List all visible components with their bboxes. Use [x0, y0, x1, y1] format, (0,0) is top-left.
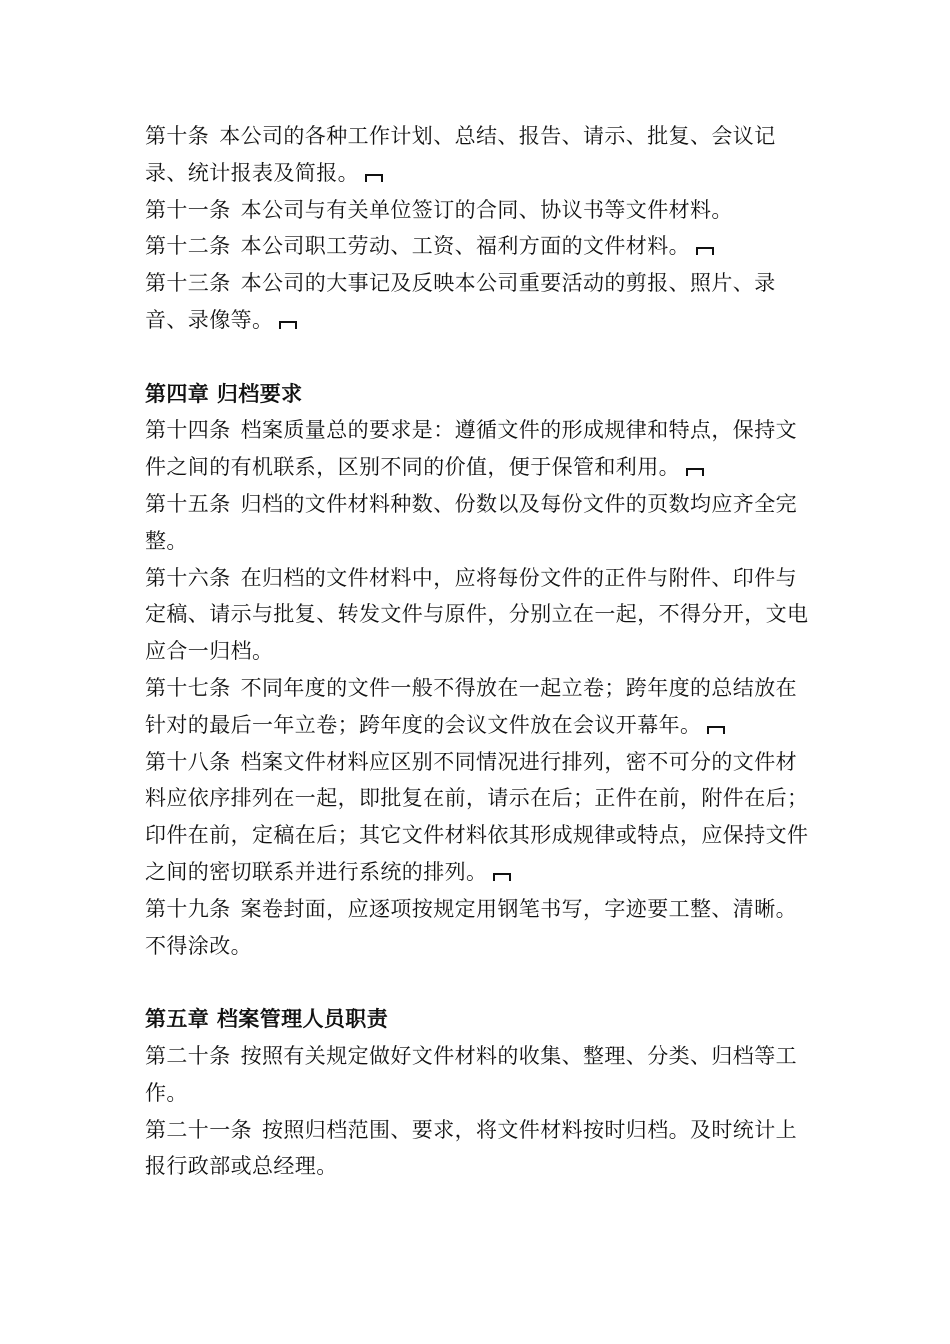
article-21 — [145, 1112, 815, 1186]
article-20 — [145, 1038, 815, 1112]
article-text: 按照有关规定做好文件材料的收集、整理、分类、归档等工作。 — [145, 1043, 798, 1105]
article-number: 第十七条 — [145, 675, 231, 700]
paragraph-mark-icon — [696, 247, 714, 255]
blank-line — [145, 339, 815, 376]
article-text: 本公司的大事记及反映本公司重要活动的剪报、照片、录音、录像等。 — [145, 271, 776, 332]
chapter-5-title: 第五章 档案管理人员职责 — [145, 1006, 389, 1032]
blank-line — [145, 964, 815, 1001]
article-text: 在归档的文件材料中，应将每份文件的正件与附件、印件与定稿、请示与批复、转发文件与原件，分别立在一起，不得分开，文电应合一归档。 — [145, 565, 809, 664]
paragraph-mark-icon — [493, 873, 511, 881]
article-number: 第二十一条 — [145, 1117, 252, 1142]
article-text: 不同年度的文件一般不得放在一起立卷；跨年度的总结放在针对的最后一年立卷；跨年度的会议文件放在会议开幕年。 — [145, 675, 798, 737]
article-17 — [145, 670, 815, 744]
paragraph-mark-icon — [279, 321, 297, 329]
article-text: 按照归档范围、要求，将文件材料按时归档。及时统计上报行政部或总经理。 — [145, 1117, 797, 1179]
article-number: 第十四条 — [145, 418, 231, 443]
article-15 — [145, 486, 815, 560]
article-text: 归档的文件材料种数、份数以及每份文件的页数均应齐全完整。 — [145, 491, 798, 553]
article-number: 第十八条 — [145, 749, 231, 774]
article-number: 第十三条 — [145, 271, 231, 296]
chapter-4-title: 第四章 归档要求 — [145, 380, 303, 406]
article-text: 本公司职工劳动、工资、福利方面的文件材料。 — [240, 234, 691, 259]
article-16 — [145, 560, 815, 670]
article-text: 档案文件材料应区别不同情况进行排列，密不可分的文件材料应依序排列在一起，即批复在前，请示在后；正件在前，附件在后；印件在前，定稿在后；其它文件材料依其形成规律或特点，应保持文件之间的密切联系并进行系统的排列。 — [145, 749, 809, 884]
article-11 — [145, 192, 815, 229]
paragraph-mark-icon — [686, 468, 704, 476]
article-19 — [145, 891, 815, 965]
article-10 — [145, 118, 815, 192]
article-number: 第十二条 — [145, 234, 231, 259]
article-number: 第十五条 — [145, 491, 231, 516]
article-number: 第十一条 — [145, 197, 231, 222]
article-text: 本公司与有关单位签订的合同、协议书等文件材料。 — [240, 197, 733, 222]
article-text: 本公司的各种工作计划、总结、报告、请示、批复、会议记录、统计报表及简报。 — [145, 124, 776, 185]
article-13 — [145, 265, 815, 339]
article-number: 第十条 — [145, 124, 210, 148]
article-12 — [145, 228, 815, 265]
article-number: 第二十条 — [145, 1043, 231, 1068]
paragraph-mark-icon — [707, 726, 725, 734]
paragraph-mark-icon — [365, 174, 383, 182]
document-body — [145, 118, 815, 1185]
article-18 — [145, 744, 815, 891]
article-14 — [145, 412, 815, 486]
article-number: 第十六条 — [145, 565, 231, 590]
article-text: 案卷封面，应逐项按规定用钢笔书写，字迹要工整、清晰。不得涂改。 — [145, 896, 798, 958]
article-number: 第十九条 — [145, 896, 231, 921]
article-text: 档案质量总的要求是：遵循文件的形成规律和特点，保持文件之间的有机联系，区别不同的价值，便于保管和利用。 — [145, 418, 798, 480]
